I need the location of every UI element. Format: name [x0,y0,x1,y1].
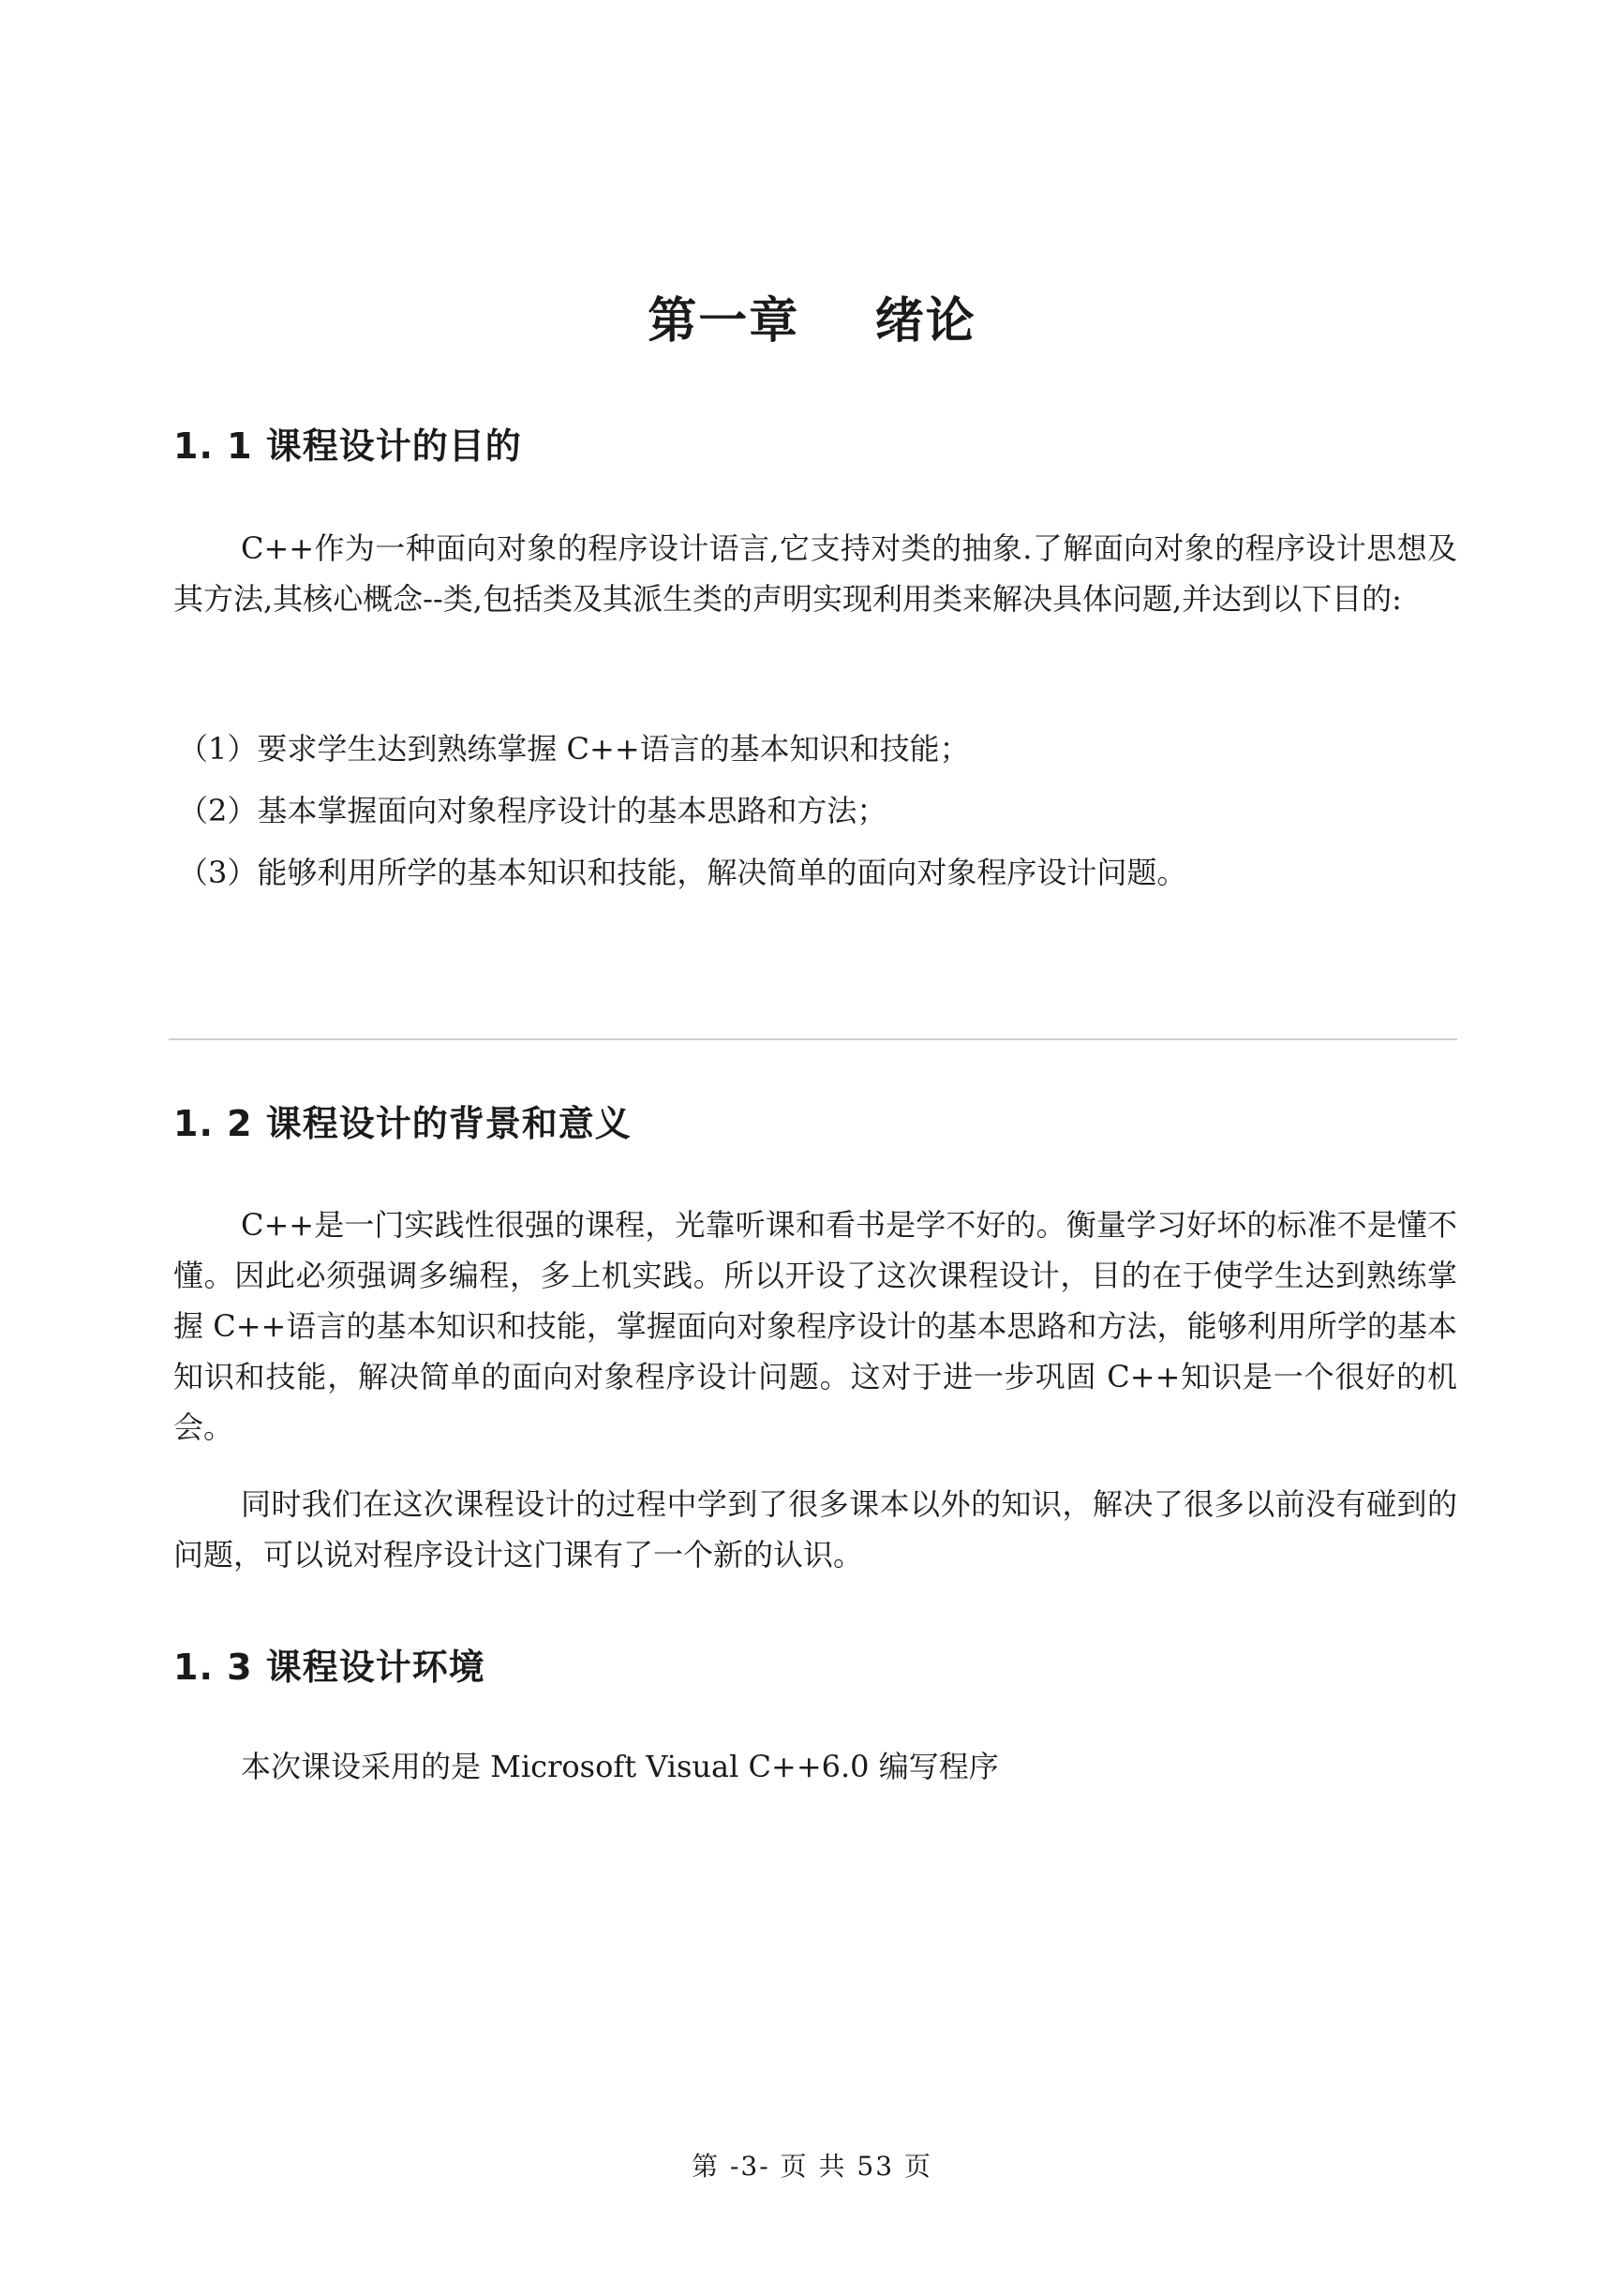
chapter-title: 第一章 绪论 [648,293,976,350]
page-footer: 第 -3- 页 共 53 页 [692,2151,932,2182]
list-item: （3）能够利用所学的基本知识和技能，解决简单的面向对象程序设计问题。 [178,855,1187,890]
section-divider [169,1038,1457,1040]
list-item: （2）基本掌握面向对象程序设计的基本思路和方法； [178,793,887,828]
section-heading-1-3: 1. 3 课程设计环境 [173,1647,485,1688]
section-heading-1-1: 1. 1 课程设计的目的 [173,425,522,467]
section-1-2-paragraph: C++是一门实践性很强的课程，光靠听课和看书是学不好的。衡量学习好坏的标准不是懂不懂。因此必须强调多编程，多上机实践。所以开设了这次课程设计，目的在于使学生达到熟练掌握 C++语言的基本知识和技能，掌握面向对象程序设计的基本思路和方法，能够利用所学的基本知识和技能，解决简单的面向对象程序设计问题。这对于进一步巩固 C++知识是一个很好的机会。 [173,1207,1457,1445]
section-1-3-paragraph: 本次课设采用的是 Microsoft Visual C++6.0 编写程序 [241,1749,999,1784]
list-item: （1）要求学生达到熟练掌握 C++语言的基本知识和技能； [178,731,970,767]
section-1-2-paragraph: 同时我们在这次课程设计的过程中学到了很多课本以外的知识，解决了很多以前没有碰到的问题，可以说对程序设计这门课有了一个新的认识。 [173,1486,1457,1573]
section-1-1-paragraph: C++作为一种面向对象的程序设计语言,它支持对类的抽象.了解面向对象的程序设计思想及其方法,其核心概念--类,包括类及其派生类的声明实现利用类来解决具体问题,并达到以下目的: [173,530,1457,617]
section-heading-1-2: 1. 2 课程设计的背景和意义 [173,1103,632,1144]
